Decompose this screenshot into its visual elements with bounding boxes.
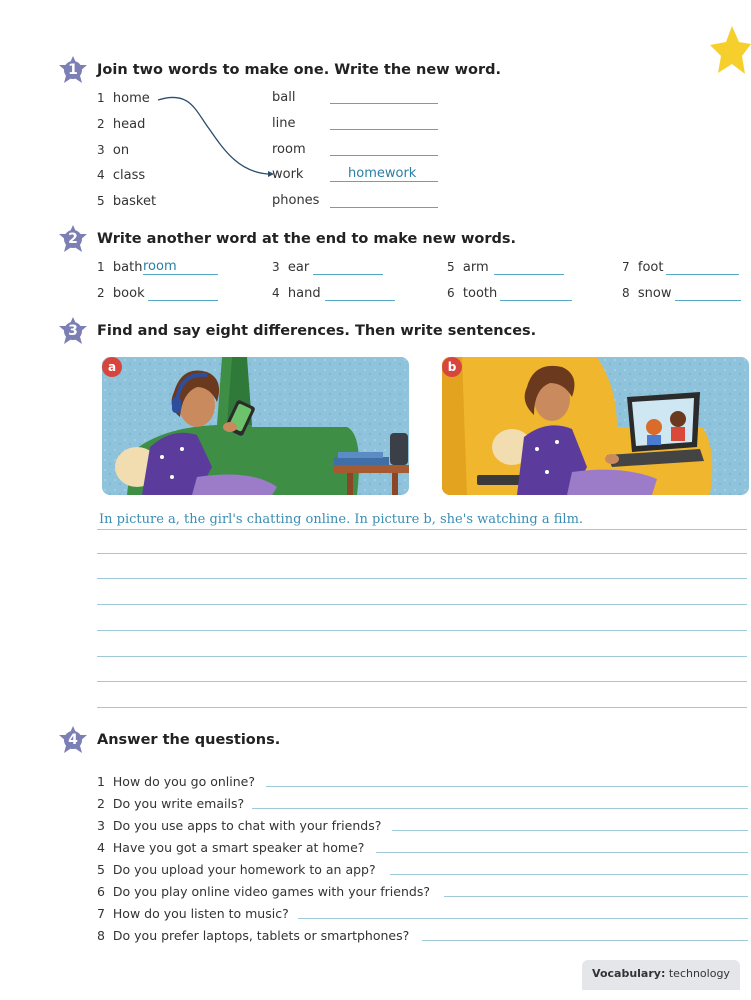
s2-answer-5[interactable]	[494, 259, 564, 275]
picture-a-illustration	[102, 357, 409, 495]
section-2-heading: Write another word at the end to make new words.	[97, 231, 517, 247]
s1-left-2: 2 head	[97, 117, 146, 132]
section-2-badge: 2	[58, 224, 88, 254]
s1-answer-4[interactable]: homework	[330, 166, 438, 182]
s1-answer-3[interactable]	[330, 140, 438, 156]
s1-answer-1[interactable]	[330, 88, 438, 104]
section-3-badge: 3	[58, 316, 88, 346]
s2-answer-8[interactable]	[675, 285, 741, 301]
section-4-badge: 4	[58, 725, 88, 755]
s2-answer-6[interactable]	[500, 285, 572, 301]
s2-answer-3[interactable]	[313, 259, 383, 275]
s3-writing-line-3[interactable]	[97, 578, 747, 579]
s3-writing-line-8[interactable]	[97, 707, 747, 708]
s3-writing-line-7[interactable]	[97, 681, 747, 682]
s3-writing-line-5[interactable]	[97, 630, 747, 631]
s2-answer-2[interactable]	[148, 285, 218, 301]
picture-a-label: a	[102, 357, 122, 377]
s4-answer-line-2[interactable]	[252, 808, 748, 809]
s1-answer-5[interactable]	[330, 192, 438, 208]
s2-item-3: 3 ear	[272, 260, 310, 275]
s2-item-2: 2 book	[97, 286, 145, 301]
s2-answer-4[interactable]	[325, 285, 395, 301]
s1-left-1: 1 home	[97, 91, 150, 106]
s2-item-8: 8 snow	[622, 286, 672, 301]
match-line	[150, 90, 275, 185]
s4-answer-line-8[interactable]	[422, 940, 748, 941]
s4-question-6: 6 Do you play online video games with your friends?	[97, 884, 430, 899]
picture-b-illustration	[442, 357, 749, 495]
s4-question-7: 7 How do you listen to music?	[97, 906, 289, 921]
s2-item-5: 5 arm	[447, 260, 489, 275]
s4-question-2: 2 Do you write emails?	[97, 796, 245, 811]
s1-left-4: 4 class	[97, 168, 146, 183]
section-1-heading: Join two words to make one. Write the new word.	[97, 62, 502, 78]
section-4-heading: Answer the questions.	[97, 732, 281, 748]
s1-right-1: ball	[272, 90, 296, 105]
s1-left-5: 5 basket	[97, 194, 157, 209]
s1-right-2: line	[272, 116, 296, 131]
s4-question-3: 3 Do you use apps to chat with your friends?	[97, 818, 382, 833]
s2-item-4: 4 hand	[272, 286, 321, 301]
s2-item-6: 6 tooth	[447, 286, 498, 301]
s2-answer-7[interactable]	[666, 259, 739, 275]
s3-writing-line-4[interactable]	[97, 604, 747, 605]
picture-a	[102, 357, 409, 495]
s1-answer-2[interactable]	[330, 114, 438, 130]
s3-example-sentence: In picture a, the girl's chatting online. In picture b, she's watching a film.	[99, 512, 584, 527]
s4-answer-line-5[interactable]	[390, 874, 748, 875]
s2-answer-1[interactable]: room	[143, 259, 218, 275]
s3-writing-line-1[interactable]	[97, 529, 747, 530]
section-3-heading: Find and say eight differences. Then write sentences.	[97, 323, 537, 339]
s1-right-3: room	[272, 142, 306, 157]
s4-answer-line-3[interactable]	[392, 830, 748, 831]
s1-right-4: work	[272, 167, 304, 182]
s4-answer-line-4[interactable]	[376, 852, 748, 853]
s4-answer-line-6[interactable]	[444, 896, 748, 897]
s3-writing-line-6[interactable]	[97, 656, 747, 657]
s3-writing-line-2[interactable]	[97, 553, 747, 554]
s4-question-1: 1 How do you go online?	[97, 774, 255, 789]
picture-b	[442, 357, 749, 495]
s2-item-7: 7 foot	[622, 260, 664, 275]
s4-question-4: 4 Have you got a smart speaker at home?	[97, 840, 365, 855]
s1-right-5: phones	[272, 193, 320, 208]
s4-question-8: 8 Do you prefer laptops, tablets or smartphones?	[97, 928, 410, 943]
vocabulary-tab: Vocabulary: technology	[582, 960, 740, 990]
s1-left-3: 3 on	[97, 143, 130, 158]
s4-question-5: 5 Do you upload your homework to an app?	[97, 862, 376, 877]
picture-b-label: b	[442, 357, 462, 377]
section-1-badge: 1	[58, 55, 88, 85]
star-decoration-icon	[706, 26, 751, 76]
s2-item-1: 1 bath	[97, 260, 143, 275]
s4-answer-line-1[interactable]	[266, 786, 748, 787]
s4-answer-line-7[interactable]	[298, 918, 748, 919]
